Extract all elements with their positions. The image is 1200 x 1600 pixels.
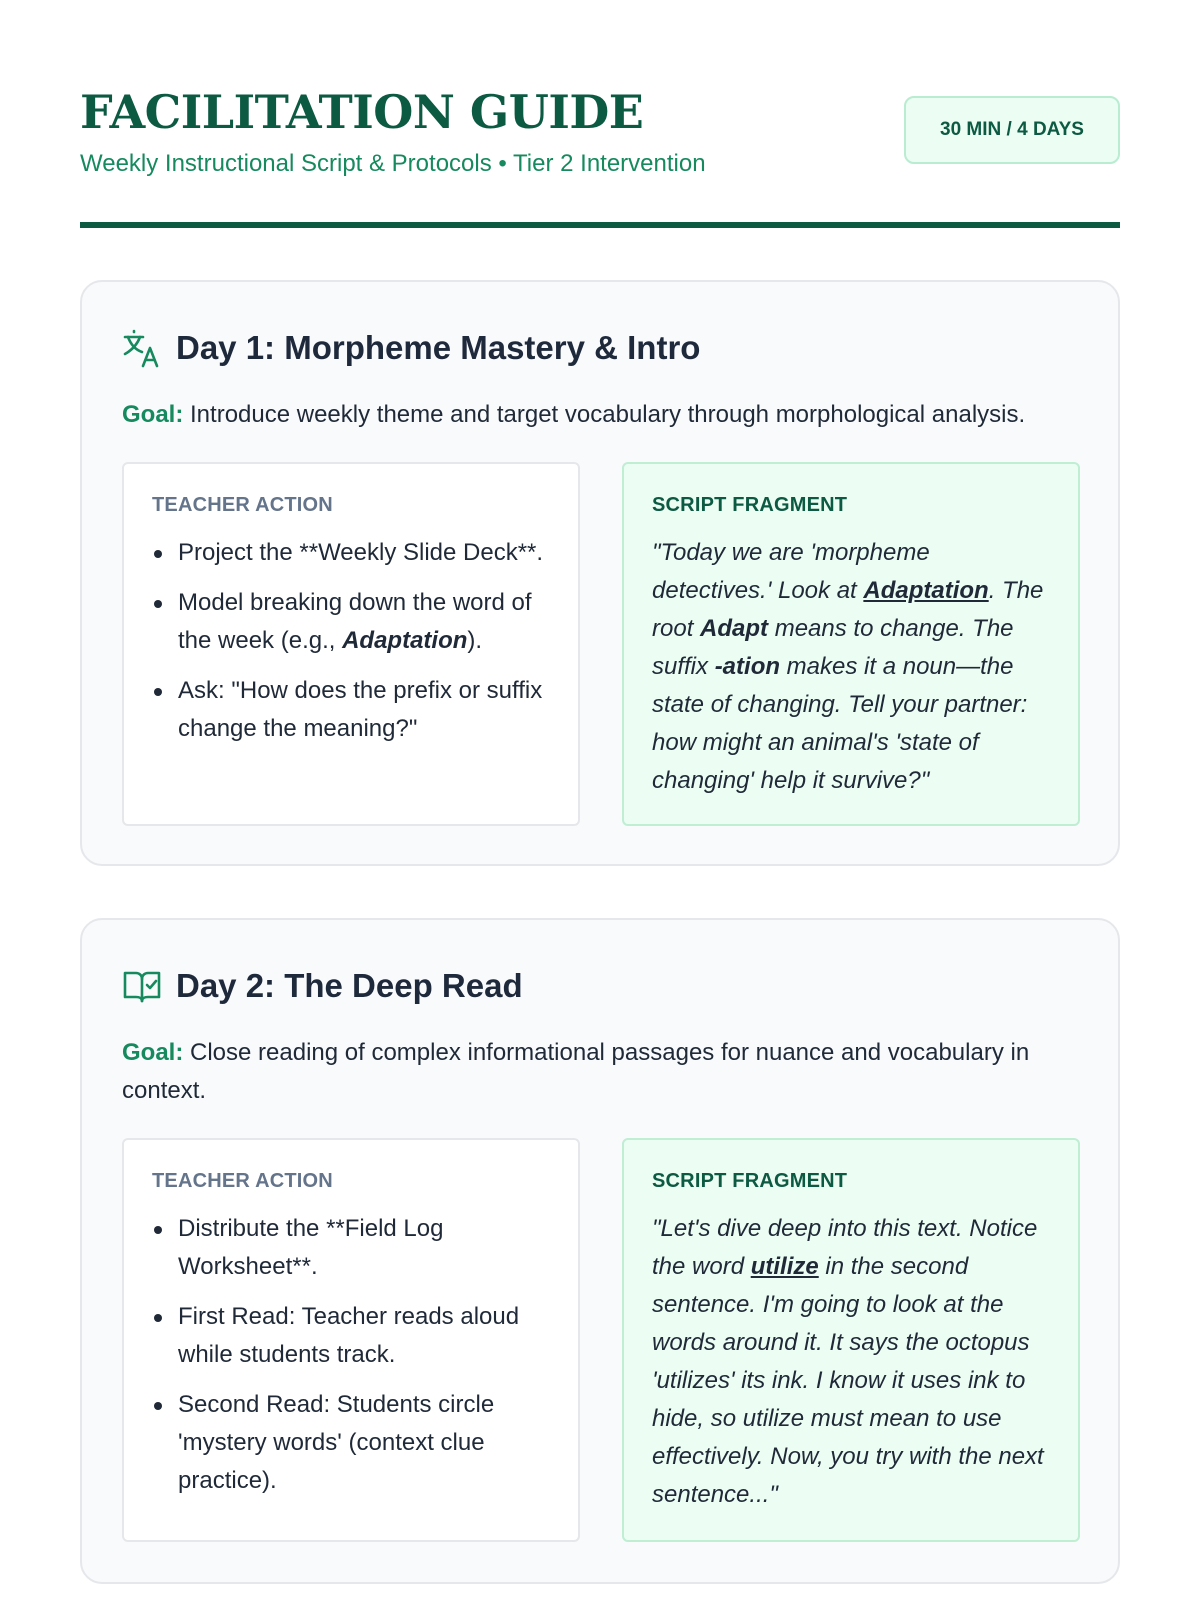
teacher-action-label: TEACHER ACTION — [152, 1170, 333, 1192]
action-text: Distribute the **Field Log Worksheet**. — [178, 1215, 444, 1280]
action-text: Ask: "How does the prefix or suffix change the meaning?" — [178, 677, 543, 742]
day-card-2 — [80, 918, 1120, 1584]
day-goal — [122, 396, 1078, 434]
teacher-action-box — [122, 462, 580, 826]
day-header — [122, 326, 700, 370]
script-fragment-text — [652, 534, 1052, 800]
list-item — [152, 584, 552, 660]
action-text: Model breaking down the word of the week (e.g., — [178, 589, 532, 654]
script-part: means to change. The suffix — [652, 615, 1014, 680]
day-card-1 — [80, 280, 1120, 866]
day-title: Day 1: Morpheme Mastery & Intro — [176, 329, 701, 366]
script-suffix: -ation — [714, 653, 781, 680]
list-item — [152, 1210, 552, 1286]
book-check-icon — [122, 966, 162, 1006]
day-goal — [122, 1034, 1078, 1110]
goal-text: Close reading of complex informational passages for nuance and vocabulary in context. — [122, 1039, 1030, 1104]
page-subtitle: Weekly Instructional Script & Protocols • Tier 2 Intervention — [80, 150, 706, 177]
duration-badge: 30 MIN / 4 DAYS — [904, 96, 1120, 164]
script-part: makes it a noun—the state of changing. Tell your partner: how might an animal's 'state of changing' help it survive?" — [652, 653, 1028, 794]
goal-label: Goal: — [122, 401, 184, 428]
script-fragment-box — [622, 1138, 1080, 1542]
goal-label: Goal: — [122, 1039, 184, 1066]
script-keyword: utilize — [750, 1253, 819, 1280]
script-fragment-text — [652, 1210, 1052, 1514]
script-fragment-label: SCRIPT FRAGMENT — [652, 1170, 848, 1192]
script-root: Adapt — [700, 615, 769, 642]
list-item — [152, 672, 552, 748]
script-part: in the second sentence. I'm going to look at the words around it. It says the octopus 'utilizes' its ink. I know it uses ink to hide, so utilize must mean to use effectively. Now, you try with the next sentence..." — [652, 1253, 1044, 1508]
script-keyword: Adaptation — [863, 577, 989, 604]
teacher-action-label: TEACHER ACTION — [152, 494, 333, 516]
guide-header — [80, 0, 1120, 228]
page-title: FACILITATION GUIDE — [80, 85, 644, 139]
script-part: . The root — [652, 577, 1044, 642]
list-item — [152, 534, 552, 572]
action-text-end: ). — [467, 627, 483, 654]
day-title: Day 2: The Deep Read — [176, 967, 523, 1004]
list-item — [152, 1386, 552, 1500]
script-fragment-label: SCRIPT FRAGMENT — [652, 494, 848, 516]
action-emphasis: Adaptation — [342, 627, 468, 654]
script-part: "Let's dive deep into this text. Notice the word — [652, 1215, 1038, 1280]
list-item — [152, 1298, 552, 1374]
action-text: Second Read: Students circle 'mystery words' (context clue practice). — [178, 1391, 495, 1494]
script-part: "Today we are 'morpheme detectives.' Look at — [652, 539, 930, 604]
goal-text: Introduce weekly theme and target vocabulary through morphological analysis. — [183, 401, 1026, 428]
action-text: Project the **Weekly Slide Deck**. — [178, 539, 544, 566]
action-text: First Read: Teacher reads aloud while students track. — [178, 1303, 520, 1368]
teacher-action-box — [122, 1138, 580, 1542]
teacher-action-list — [152, 1210, 552, 1500]
day-header — [122, 964, 523, 1008]
script-fragment-box — [622, 462, 1080, 826]
translate-icon — [122, 328, 162, 368]
teacher-action-list — [152, 534, 552, 748]
